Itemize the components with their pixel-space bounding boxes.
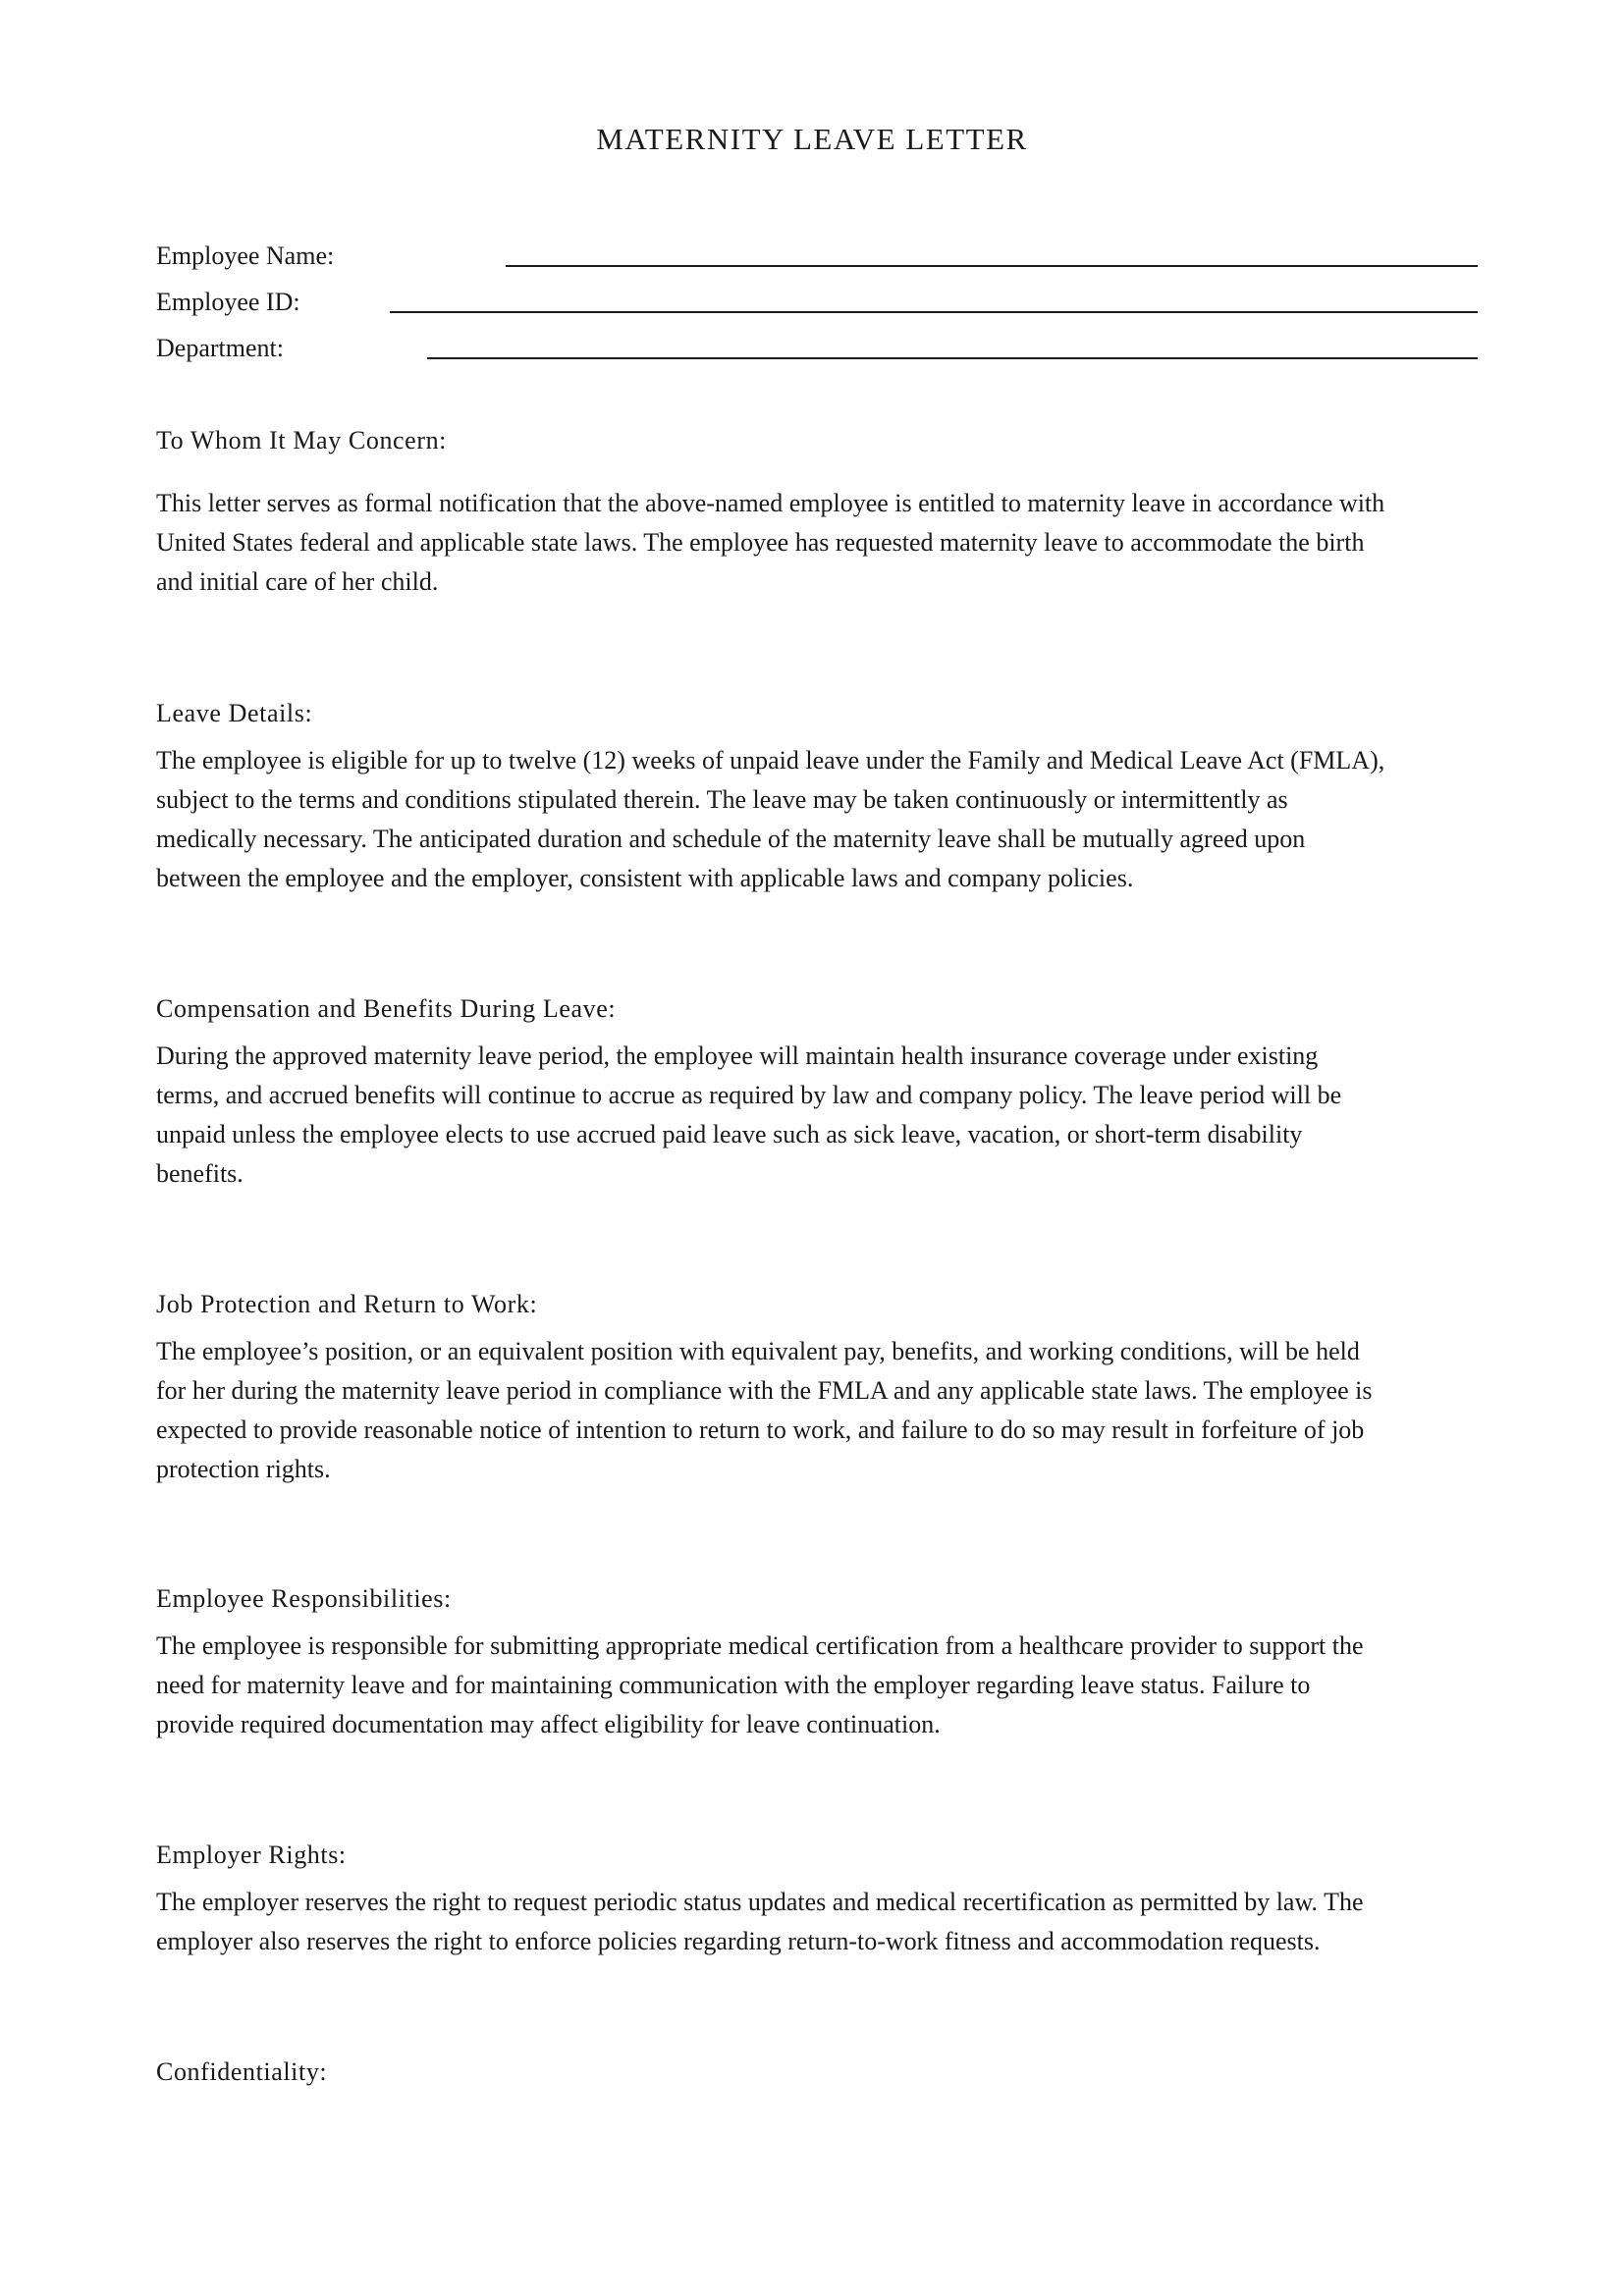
section-heading-confidentiality: Confidentiality: — [156, 2057, 328, 2086]
paragraph-line: employer also reserves the right to enforce policies regarding return-to-work fitness and accommodation requests. — [156, 1927, 1321, 1955]
paragraph-line: expected to provide reasonable notice of intention to return to work, and failure to do so may result in forfeiture of job — [156, 1415, 1365, 1444]
paragraph-line: The employee’s position, or an equivalent position with equivalent pay, benefits, and working conditions, will be held — [156, 1337, 1360, 1365]
employee-name-line[interactable] — [506, 265, 1478, 267]
paragraph-line: need for maternity leave and for maintaining communication with the employer regarding leave status. Failure to — [156, 1671, 1311, 1699]
employee-name-label: Employee Name: — [156, 241, 335, 270]
section-body-job-protection — [156, 1332, 1482, 1489]
section-body-employer-rights — [156, 1883, 1482, 1961]
department-field — [156, 324, 1478, 363]
paragraph-line: The employee is eligible for up to twelve (12) weeks of unpaid leave under the Family and Medical Leave Act (FMLA), — [156, 746, 1385, 774]
salutation: To Whom It May Concern: — [156, 426, 448, 454]
section-heading-employer-rights: Employer Rights: — [156, 1841, 347, 1869]
paragraph-line: This letter serves as formal notification that the above-named employee is entitled to maternity leave in accordance with — [156, 489, 1385, 517]
department-label: Department: — [156, 334, 284, 362]
employee-id-field — [156, 278, 1478, 317]
paragraph-line: During the approved maternity leave period, the employee will maintain health insurance coverage under existing — [156, 1041, 1319, 1070]
paragraph-line: subject to the terms and conditions stipulated therein. The leave may be taken continuously or intermittently as — [156, 785, 1288, 814]
paragraph-line: provide required documentation may affect eligibility for leave continuation. — [156, 1710, 941, 1738]
section-body-leave-details — [156, 741, 1482, 898]
department-line[interactable] — [427, 357, 1478, 359]
section-body-employee-responsibilities — [156, 1627, 1482, 1744]
paragraph-line: United States federal and applicable state laws. The employee has requested maternity leave to accommodate the birth — [156, 528, 1365, 557]
section-heading-compensation: Compensation and Benefits During Leave: — [156, 994, 617, 1023]
section-heading-leave-details: Leave Details: — [156, 699, 313, 727]
paragraph-line: for her during the maternity leave period in compliance with the FMLA and any applicable state laws. The employee is — [156, 1376, 1373, 1405]
section-body-compensation — [156, 1037, 1482, 1194]
paragraph-line: unpaid unless the employee elects to use accrued paid leave such as sick leave, vacation, or short-term disability — [156, 1120, 1303, 1148]
paragraph-line: between the employee and the employer, consistent with applicable laws and company policies. — [156, 864, 1134, 892]
section-heading-job-protection: Job Protection and Return to Work: — [156, 1290, 538, 1318]
paragraph-line: benefits. — [156, 1159, 244, 1188]
employee-name-field — [156, 232, 1478, 271]
paragraph-line: The employee is responsible for submitting appropriate medical certification from a healthcare provider to support the — [156, 1631, 1364, 1660]
employee-id-label: Employee ID: — [156, 288, 300, 316]
document-title: MATERNITY LEAVE LETTER — [596, 122, 1028, 156]
paragraph-line: and initial care of her child. — [156, 567, 439, 596]
paragraph-line: protection rights. — [156, 1455, 331, 1483]
section-heading-employee-responsibilities: Employee Responsibilities: — [156, 1584, 452, 1613]
intro-paragraph — [156, 484, 1482, 602]
paragraph-line: medically necessary. The anticipated duration and schedule of the maternity leave shall be mutually agreed upon — [156, 825, 1306, 853]
employee-id-line[interactable] — [390, 311, 1478, 313]
paragraph-line: terms, and accrued benefits will continue to accrue as required by law and company policy. The leave period will be — [156, 1081, 1342, 1109]
paragraph-line: The employer reserves the right to request periodic status updates and medical recertification as permitted by law. The — [156, 1888, 1364, 1916]
